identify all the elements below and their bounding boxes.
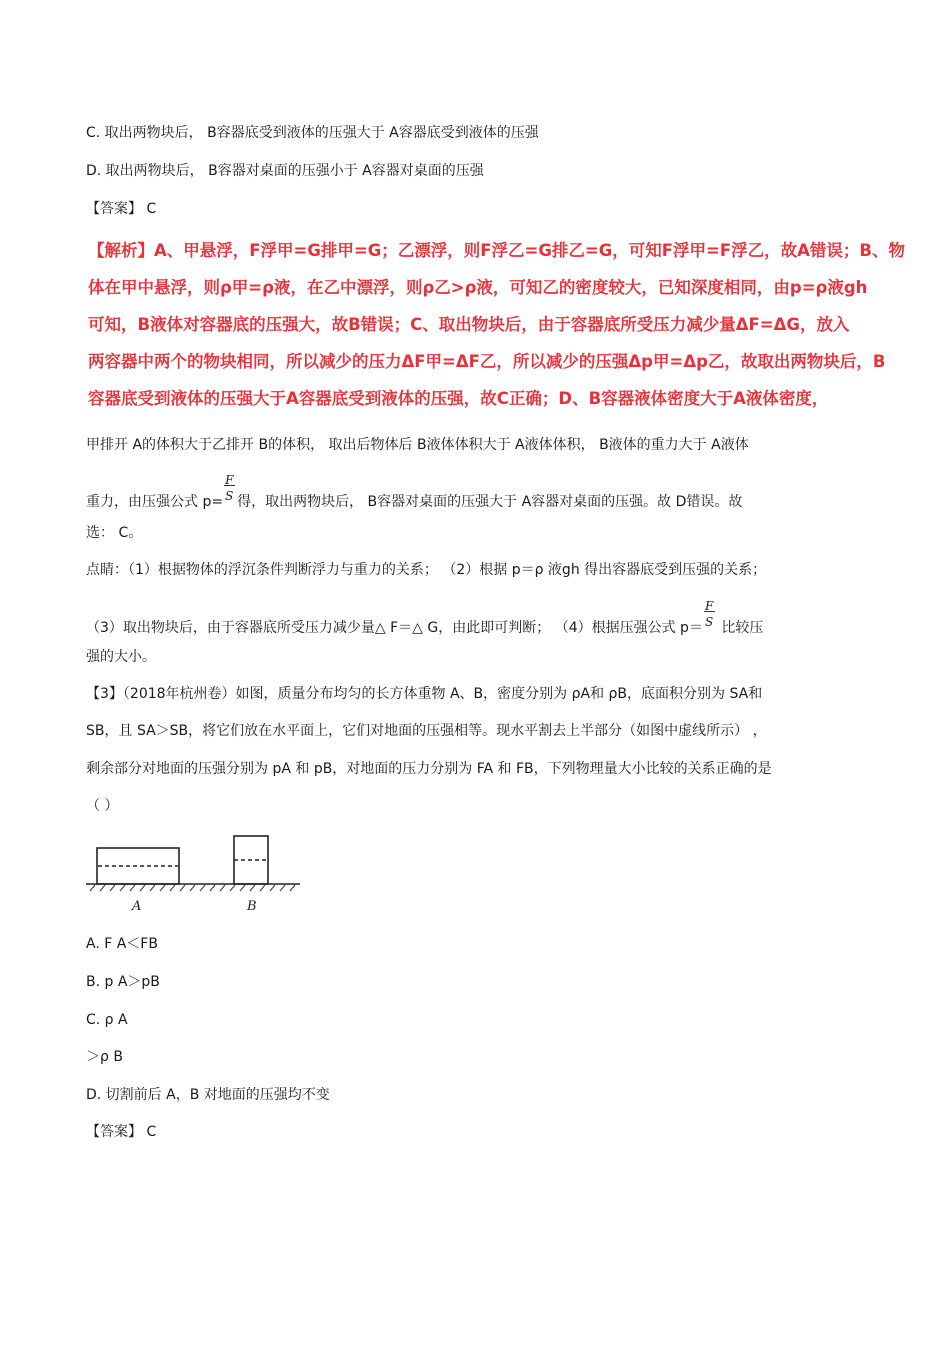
- analysis-continued-3: 选： C。: [86, 525, 143, 541]
- analysis-line: 【解析】A、甲悬浮，F浮甲=G排甲=G；乙漂浮，则F浮乙=G排乙=G，可知F浮甲=F浮乙，故A错误；B、物: [88, 241, 905, 260]
- option-d-2: D. 切割前后 A，B 对地面的压强均不变: [86, 1087, 330, 1103]
- fraction-denominator: S: [704, 615, 714, 629]
- option-a-2: A. F A＜FB: [86, 936, 158, 952]
- text-segment: 重力，由压强公式 p=: [86, 494, 224, 510]
- analysis-line: 两容器中两个的物块相同，所以减少的压力ΔF甲=ΔF乙，所以减少的压强Δp甲=Δp乙，故取出两物块后，B: [88, 352, 886, 371]
- fraction-numerator: F: [704, 599, 714, 613]
- fraction-denominator: S: [225, 489, 234, 503]
- blocks-figure: [86, 832, 306, 918]
- option-c: C. 取出两物块后， B容器底受到液体的压强大于 A容器底受到液体的压强: [86, 125, 539, 141]
- fraction-f-over-s: [223, 473, 237, 512]
- option-c-2-continued: ＞ρ B: [86, 1049, 123, 1065]
- answer-1: 【答案】 C: [86, 201, 157, 217]
- block-a: [97, 848, 179, 884]
- answer-2: 【答案】 C: [86, 1124, 157, 1140]
- figure-label-b: B: [247, 899, 257, 914]
- option-d: D. 取出两物块后， B容器对桌面的压强小于 A容器对桌面的压强: [86, 163, 484, 179]
- option-c-2: C. ρ A: [86, 1012, 128, 1028]
- option-b-2: B. p A＞pB: [86, 974, 160, 990]
- analysis-line: 容器底受到液体的压强大于A容器底受到液体的压强，故C正确；D、B容器液体密度大于A液体密度，: [88, 389, 829, 408]
- question-3-line-3: 剩余部分对地面的压强分别为 pA 和 pB，对地面的压力分别为 FA 和 FB，下列物理量大小比较的关系正确的是: [86, 761, 772, 777]
- fraction-numerator: F: [225, 473, 234, 487]
- text-segment: （3）取出物块后，由于容器底所受压力减少量△ F＝△ G，由此即可判断； （4）根据压强公式 p＝: [86, 620, 703, 636]
- analysis-line: 可知，B液体对容器底的压强大，故B错误；C、取出物块后，由于容器底所受压力减少量ΔF=ΔG，放入: [88, 315, 850, 334]
- ground-hatching: [90, 885, 295, 891]
- question-3-line-4: （ ）: [86, 798, 119, 814]
- question-3-line-2: SB，且 SA＞SB，将它们放在水平面上，它们对地面的压强相等。现水平割去上半部分（如图中虚线所示） ，: [86, 723, 767, 739]
- analysis-line: 体在甲中悬浮，则ρ甲=ρ液，在乙中漂浮，则ρ乙>ρ液，可知乙的密度较大，已知深度相同，由p=ρ液gh: [88, 278, 868, 297]
- analysis-continued-2: [86, 473, 864, 512]
- analysis-block: [88, 232, 905, 417]
- analysis-continued-1: 甲排开 A的体积大于乙排开 B的体积， 取出后物体后 B液体体积大于 A液体体积， B液体的重力大于 A液体: [86, 437, 749, 453]
- question-3-line-1: 【3】（2018年杭州卷）如图，质量分布均匀的长方体重物 A、B，密度分别为 ρA和 ρB，底面积分别为 SA和: [86, 686, 763, 702]
- text-segment: 得，取出两物块后， B容器对桌面的压强大于 A容器对桌面的压强。故 D错误。故: [237, 494, 743, 510]
- figure-label-a: A: [132, 899, 142, 914]
- tip-line-2: [86, 599, 864, 638]
- tip-line-3: 强的大小。: [86, 649, 156, 665]
- tip-line-1: 点睛：（1）根据物体的浮沉条件判断浮力与重力的关系； （2）根据 p＝ρ 液gh 得出容器底受到压强的关系；: [86, 562, 767, 578]
- text-segment: 比较压: [716, 620, 764, 636]
- fraction-f-over-s: [703, 599, 717, 638]
